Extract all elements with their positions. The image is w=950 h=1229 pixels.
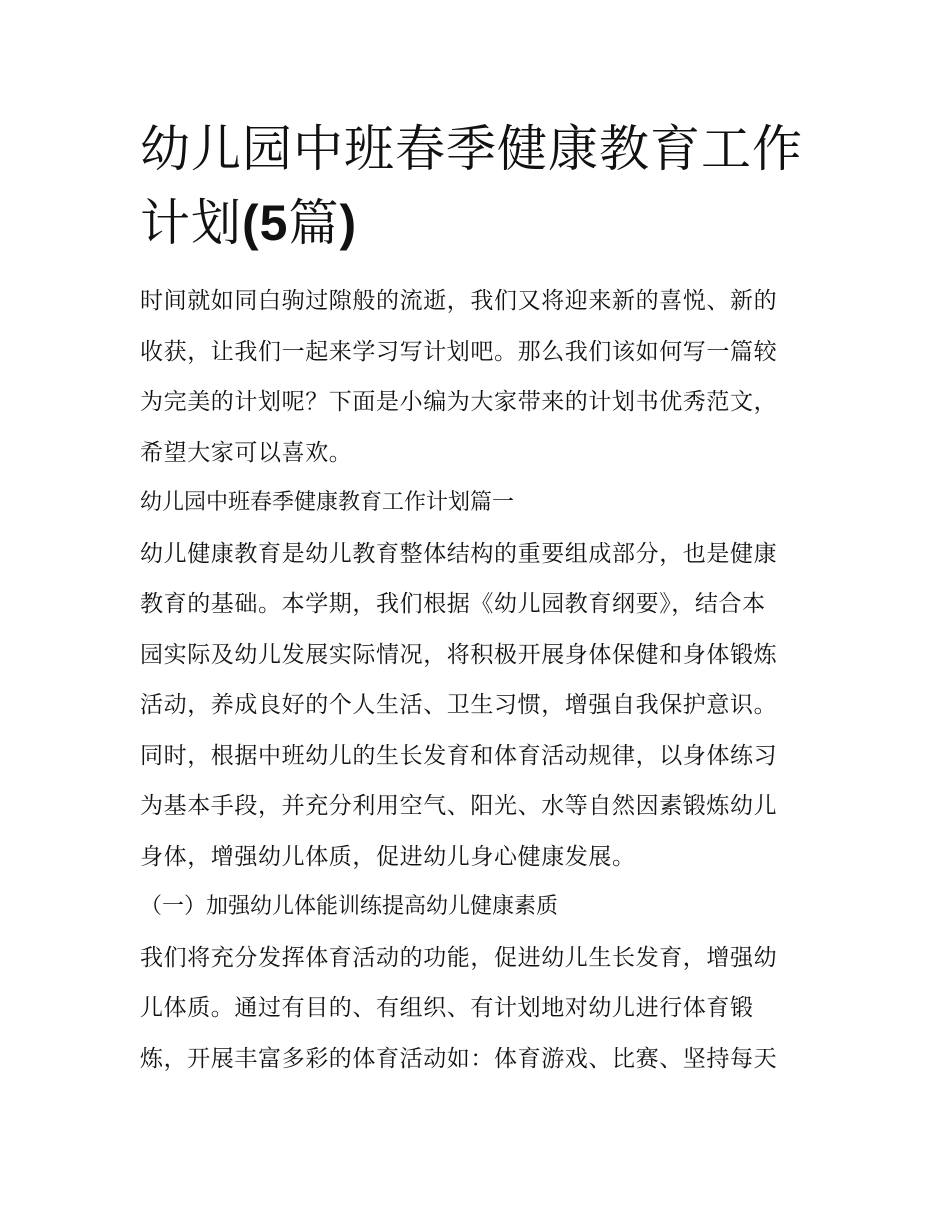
section-title: 幼儿园中班春季健康教育工作计划篇一 xyxy=(140,490,515,515)
subsection-line: 我们将充分发挥体育活动的功能，促进幼儿生长发育，增强幼 xyxy=(140,944,778,971)
subsection-line: 炼，开展丰富多彩的体育活动如：体育游戏、比赛、坚持每天 xyxy=(140,1045,778,1072)
title-line-2-prefix: 计划 xyxy=(140,194,242,252)
title-line-2-unit: 篇 xyxy=(288,194,340,252)
intro-line: 收获，让我们一起来学习写计划吧。那么我们该如何写一篇较 xyxy=(140,338,778,365)
section-line: 教育的基础。本学期，我们根据《幼儿园教育纲要》，结合本 xyxy=(140,591,766,617)
title-line-2-number: (5 xyxy=(242,195,289,251)
section-paragraph xyxy=(140,529,820,883)
section-line: 身体，增强幼儿体质，促进幼儿身心健康发展。 xyxy=(140,843,636,870)
document-body xyxy=(140,276,820,1084)
title-line-1: 幼儿园中班春季健康教育工作 xyxy=(140,120,803,178)
intro-paragraph xyxy=(140,276,820,478)
section-line: 同时，根据中班幼儿的生长发育和体育活动规律，以身体练习 xyxy=(140,742,778,769)
intro-line: 希望大家可以喜欢。 xyxy=(140,439,353,466)
intro-line: 为完美的计划呢？下面是小编为大家带来的计划书优秀范文， xyxy=(140,389,778,415)
section-line: 为基本手段，并充分利用空气、阳光、水等自然因素锻炼幼儿 xyxy=(140,793,778,819)
subsection-line: 儿体质。通过有目的、有组织、有计划地对幼儿进行体育锻 xyxy=(140,995,754,1021)
section-line: 幼儿健康教育是幼儿教育整体结构的重要组成部分，也是健康 xyxy=(140,540,778,567)
section-line: 活动，养成良好的个人生活、卫生习惯，增强自我保护意识。 xyxy=(140,692,778,718)
subsection-title: （一）加强幼儿体能训练提高幼儿健康素质 xyxy=(140,894,559,919)
intro-line: 时间就如同白驹过隙般的流逝，我们又将迎来新的喜悦、新的 xyxy=(140,288,778,314)
document-title xyxy=(140,112,820,260)
title-line-2-suffix: ) xyxy=(339,195,358,251)
subsection-paragraph xyxy=(140,933,820,1085)
section-line: 园实际及幼儿发展实际情况，将积极开展身体保健和身体锻炼 xyxy=(140,641,778,668)
